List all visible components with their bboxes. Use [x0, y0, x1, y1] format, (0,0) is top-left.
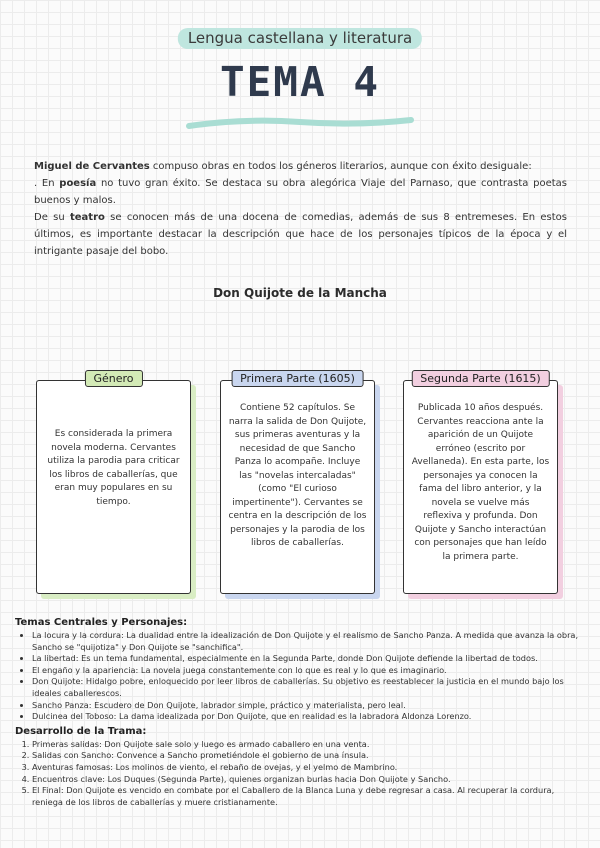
list-item: 1. Primeras salidas: Don Quijote sale solo y luego es armado caballero en una venta.	[32, 739, 585, 751]
card-text: Publicada 10 años después. Cervantes reacciona ante la aparición de un Quijote erróneo (escrito por Avellaneda). En esta parte, los personajes ya conocen la fama del libro anterior, y la novela se vuelve más reflexiva y profunda. Don Quijote y Sancho interactúan con personajes que han leído la primera parte.	[411, 403, 550, 562]
poetry-text: no tuvo gran éxito. Se destaca su obra alegórica Viaje del Parnaso, que contrasta poetas buenos y malos.	[34, 178, 567, 206]
card-tab: Primera Parte (1605)	[231, 370, 364, 387]
card-text: Contiene 52 capítulos. Se narra la salida de Don Quijote, sus primeras aventuras y la necesidad de que Sancho Panza lo acompañe. Incluye las "novelas intercaladas" (como "El curioso impertinente"). Cervantes se centra en la descripción de los personajes y la parodia de los libros de caballerías.	[228, 403, 367, 548]
card-segunda-parte	[403, 372, 558, 594]
card-tab: Segunda Parte (1615)	[411, 370, 549, 387]
intro-line1: compuso obras en todos los géneros literarios, aunque con éxito desiguale:	[149, 161, 532, 172]
card-text: Es considerada la primera novela moderna. Cervantes utiliza la parodia para criticar los libros de caballerías, que eran muy populares en su tiempo.	[47, 429, 180, 507]
intro-paragraph-1	[34, 158, 567, 175]
card-primera-parte	[220, 372, 375, 594]
poetry-keyword: poesía	[59, 178, 97, 189]
card-genero	[36, 372, 191, 594]
poetry-prefix: . En	[34, 178, 60, 189]
list-item: • Sancho Panza: Escudero de Don Quijote, labrador simple, práctico y materialista, pero leal.	[32, 700, 585, 712]
intro-paragraph-poetry	[34, 175, 567, 209]
theatre-text: se conocen más de una docena de comedias, además de sus 8 entremeses. En estos últimos, es importante destacar la descripción que hace de los personajes típicos de la época y el intrigante pasaje del bobo.	[34, 212, 567, 257]
subject-label: Lengua castellana y literatura	[178, 28, 422, 49]
list-item: • Dulcinea del Toboso: La dama idealizada por Don Quijote, que en realidad es la labradora Aldonza Lorenzo.	[32, 711, 585, 723]
list-item: • La locura y la cordura: La dualidad entre la idealización de Don Quijote y el realismo de Sancho Panza. A medida que avanza la obra, Sancho se "quijotiza" y Don Quijote se "sanchifica".	[32, 630, 585, 653]
theatre-prefix: De su	[34, 212, 70, 223]
intro-paragraph-theatre	[34, 209, 567, 260]
page-title: TEMA 4	[219, 58, 381, 106]
card-tab: Género	[84, 370, 142, 387]
list-item: 5. El Final: Don Quijote es vencido en combate por el Caballero de la Blanca Luna y debe regresar a casa. Al recuperar la cordura, reniega de los libros de caballerías y muere cristianamente.	[32, 785, 585, 808]
list-item: • El engaño y la apariencia: La novela juega constantemente con lo que es real y lo que es imaginario.	[32, 665, 585, 677]
list-item: • La libertad: Es un tema fundamental, especialmente en la Segunda Parte, donde Don Quijote defiende la libertad de todos.	[32, 653, 585, 665]
list-item: • Don Quijote: Hidalgo pobre, enloquecido por leer libros de caballerías. Su objetivo es reestablecer la justicia en el mundo bajo los ideales caballerescos.	[32, 676, 585, 699]
list-item: 2. Salidas con Sancho: Convence a Sancho prometiéndole el gobierno de una ínsula.	[32, 750, 585, 762]
title-underline-decoration	[185, 114, 415, 132]
section-title: Don Quijote de la Mancha	[213, 286, 387, 300]
theatre-keyword: teatro	[69, 212, 105, 223]
intro-text	[34, 158, 567, 260]
bottom-section	[15, 616, 585, 808]
plot-heading: Desarrollo de la Trama:	[15, 725, 147, 737]
list-item: 4. Encuentros clave: Los Duques (Segunda Parte), quienes organizan burlas hacia Don Quijote y Sancho.	[32, 774, 585, 786]
plot-list	[15, 739, 585, 809]
author-name: Miguel de Cervantes	[34, 161, 150, 172]
themes-heading: Temas Centrales y Personajes:	[15, 617, 188, 628]
themes-list	[15, 630, 585, 723]
list-item: 3. Aventuras famosas: Los molinos de viento, el rebaño de ovejas, y el yelmo de Mambrino.	[32, 762, 585, 774]
